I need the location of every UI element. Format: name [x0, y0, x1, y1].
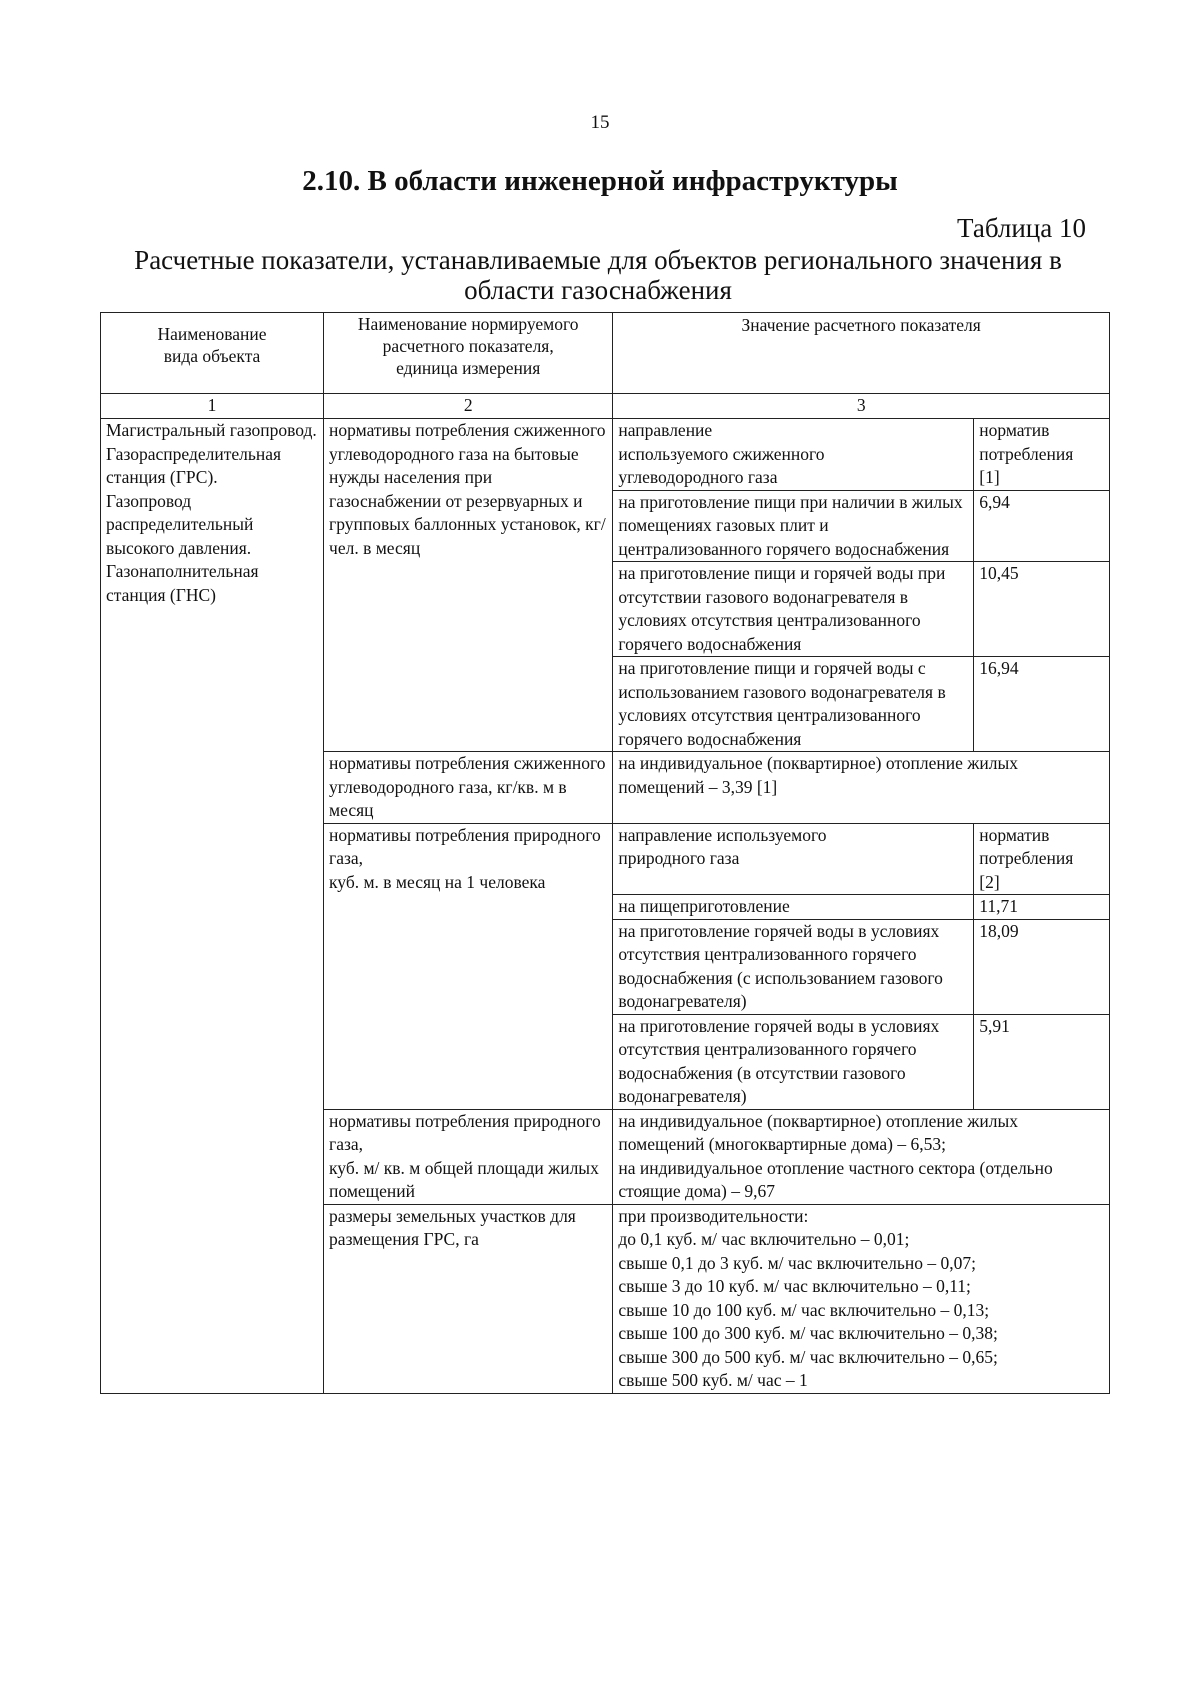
value-cell: 18,09	[974, 919, 1110, 1014]
object-type-cell: Магистральный газопровод. Газораспределительная станция (ГРС). Газопровод распределительный высокого давления. Газонаполнительная станция (ГНС)	[101, 419, 324, 1394]
direction-cell: на приготовление пищи при наличии в жилых помещениях газовых плит и централизованного горячего водоснабжения	[613, 490, 974, 562]
header-object-type: Наименование вида объекта	[101, 313, 324, 394]
header-indicator: Наименование нормируемого расчетного показателя, единица измерения	[324, 313, 613, 394]
value-text-cell: при производительности: до 0,1 куб. м/ час включительно – 0,01; свыше 0,1 до 3 куб. м/ час включительно – 0,07; свыше 3 до 10 куб. м/ час включительно – 0,11; свыше 10 до 100 куб. м/ час включительно – 0,13; свыше 100 до 300 куб. м/ час включительно – 0,38; свыше 300 до 500 куб. м/ час включительно – 0,65; свыше 500 куб. м/ час – 1	[613, 1204, 1110, 1393]
value-cell: 6,94	[974, 490, 1110, 562]
indicator-cell: размеры земельных участков для размещения ГРС, га	[324, 1204, 613, 1393]
table-caption: Расчетные показатели, устанавливаемые для объектов регионального значения в области газоснабжения	[134, 245, 1062, 305]
column-number: 3	[613, 394, 1110, 419]
value-cell: 11,71	[974, 895, 1110, 920]
value-text-cell: на индивидуальное (поквартирное) отопление жилых помещений – 3,39 [1]	[613, 752, 1110, 824]
header-value: Значение расчетного показателя	[613, 313, 1110, 394]
section-title: 2.10. В области инженерной инфраструктуры	[302, 165, 898, 197]
column-number: 2	[324, 394, 613, 419]
indicator-cell: нормативы потребления природного газа, куб. м/ кв. м общей площади жилых помещений	[324, 1109, 613, 1204]
value-cell: 16,94	[974, 657, 1110, 752]
header-row	[101, 313, 1110, 394]
page-number: 15	[590, 112, 610, 133]
direction-subheader: направление используемого сжиженного углеводородного газа	[613, 419, 974, 491]
direction-cell: на приготовление пищи и горячей воды с использованием газового водонагревателя в условиях отсутствия централизованного горячего водоснабжения	[613, 657, 974, 752]
direction-subheader: направление используемого природного газа	[613, 823, 974, 895]
norm-subheader: норматив потребления [1]	[974, 419, 1110, 491]
direction-cell: на пищеприготовление	[613, 895, 974, 920]
indicator-cell: нормативы потребления природного газа, куб. м. в месяц на 1 человека	[324, 823, 613, 1109]
direction-cell: на приготовление пищи и горячей воды при отсутствии газового водонагревателя в условиях отсутствия централизованного горячего водоснабжения	[613, 562, 974, 657]
value-cell: 10,45	[974, 562, 1110, 657]
indicator-cell: нормативы потребления сжиженного углеводородного газа на бытовые нужды населения при газоснабжении от резервуарных и групповых баллонных установок, кг/чел. в месяц	[324, 419, 613, 752]
table-label: Таблица 10	[957, 213, 1086, 243]
indicator-cell: нормативы потребления сжиженного углеводородного газа, кг/кв. м в месяц	[324, 752, 613, 824]
norm-subheader: норматив потребления [2]	[974, 823, 1110, 895]
column-number: 1	[101, 394, 324, 419]
direction-cell: на приготовление горячей воды в условиях отсутствия централизованного горячего водоснабжения (в отсутствии газового водонагревателя)	[613, 1014, 974, 1109]
direction-cell: на приготовление горячей воды в условиях отсутствия централизованного горячего водоснабжения (с использованием газового водонагревателя)	[613, 919, 974, 1014]
standards-table	[100, 312, 1110, 1394]
value-text-cell: на индивидуальное (поквартирное) отопление жилых помещений (многоквартирные дома) – 6,53; на индивидуальное отопление частного сектора (отдельно стоящие дома) – 9,67	[613, 1109, 1110, 1204]
column-number-row	[101, 394, 1110, 419]
table-row	[101, 419, 1110, 491]
value-cell: 5,91	[974, 1014, 1110, 1109]
